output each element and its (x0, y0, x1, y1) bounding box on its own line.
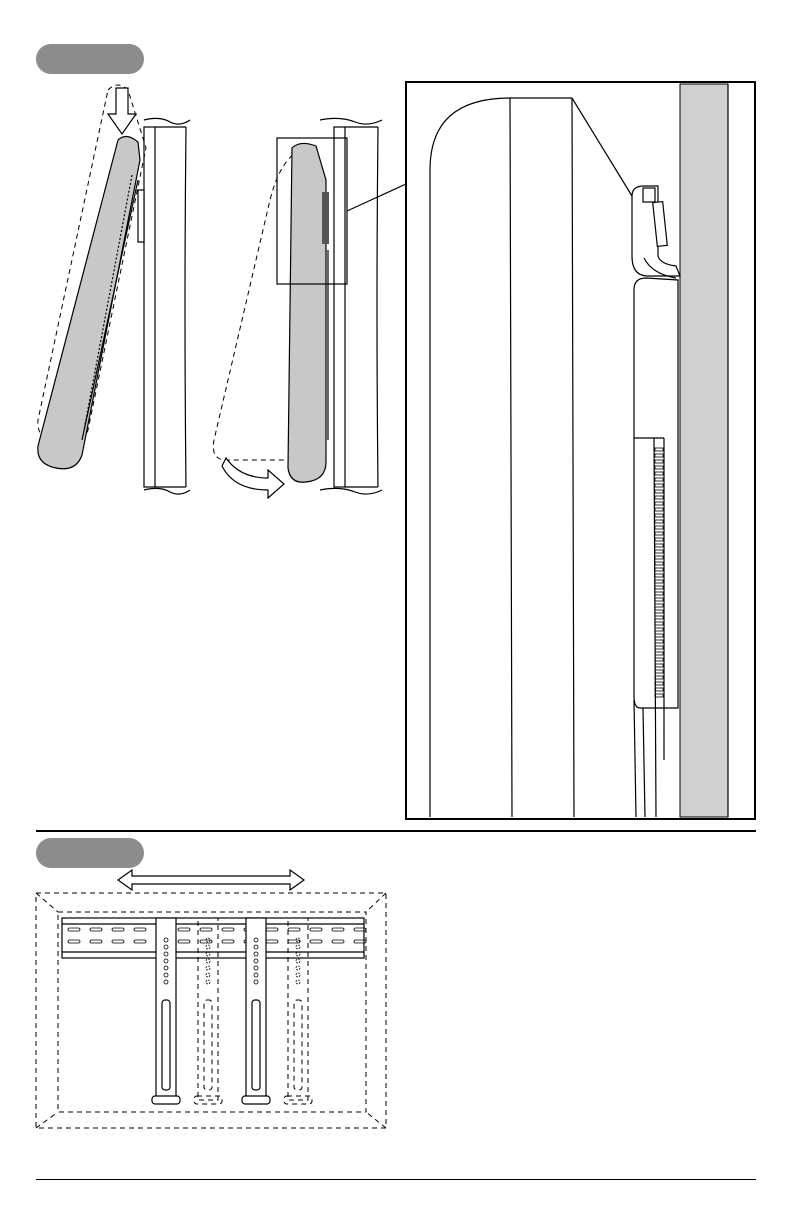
figure-1-left (38, 85, 190, 494)
wall-break-bottom (144, 488, 190, 494)
wall-face (144, 127, 155, 487)
bracket-rail (322, 192, 329, 244)
wall-plate (138, 190, 144, 242)
bracket-hole (296, 959, 300, 963)
detail-view (406, 82, 755, 819)
wall-face-2 (334, 127, 345, 487)
figure-2 (36, 870, 386, 1128)
rotate-arrow-icon (222, 458, 284, 498)
display-ghost-2 (213, 150, 300, 460)
callout-leader (347, 184, 406, 211)
bracket-hole (206, 973, 210, 977)
bracket-hole (206, 966, 210, 970)
wall-cut (155, 127, 186, 487)
bracket-hole (296, 966, 300, 970)
wall-break-top (144, 118, 190, 124)
bracket-left (152, 918, 180, 1104)
figure-1-middle (213, 118, 406, 498)
bracket-right (242, 918, 270, 1104)
horizontal-double-arrow-icon (118, 870, 304, 890)
wall-back-line (185, 127, 186, 487)
wall-section (680, 84, 728, 817)
down-arrow-icon (108, 88, 136, 134)
bracket-hole (296, 973, 300, 977)
display-body (38, 136, 140, 468)
bracket-hole (206, 959, 210, 963)
display-body-2 (288, 143, 326, 482)
bracket-hole (206, 980, 210, 984)
bracket-hole (296, 980, 300, 984)
